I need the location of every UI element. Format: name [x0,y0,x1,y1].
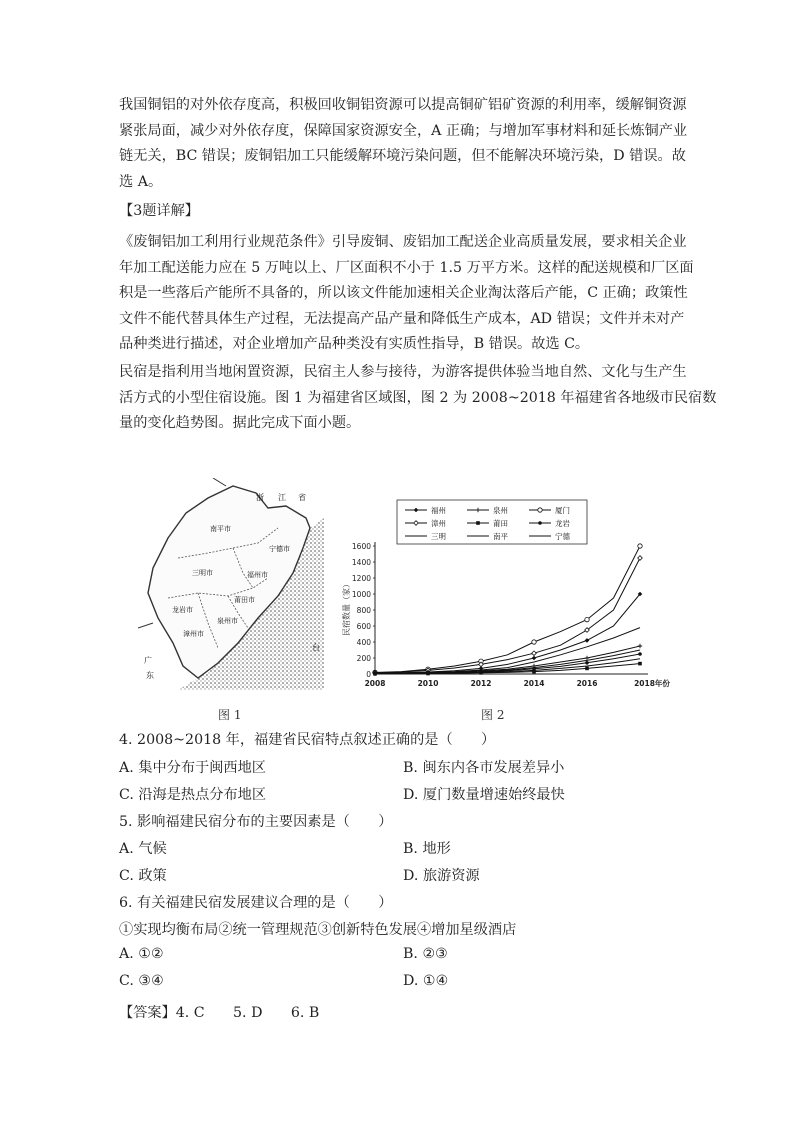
text-line: 《废铜铝加工利用行业规范条件》引导废铜、废铝加工配送企业高质量发展，要求相关企业 [119,234,687,250]
homestay-trend-chart [335,498,675,698]
text-line: 紧张局面，减少对外依存度，保障国家资源安全，A 正确；与增加军事材料和延长炼铜产业 [119,122,688,139]
map-label: 浙 [256,493,264,502]
figure1-caption: 图 1 [218,708,242,722]
map-label: 宁德市 [269,545,290,553]
option-d[interactable]: D. 旅游资源 [403,868,480,884]
legend-marker [538,521,542,525]
y-tick-label: 800 [356,606,371,615]
legend-label: 三明 [431,532,446,541]
data-point [532,651,537,656]
x-tick-label: 2010 [417,679,439,688]
y-tick-label: 1400 [351,558,371,567]
y-tick-label: 200 [356,654,371,663]
section-title: 【3题详解】 [119,203,199,219]
map-label: 东 [146,671,154,680]
x-tick-label: 2014 [523,679,545,688]
data-point [638,644,642,648]
y-tick-label: 1000 [351,590,371,599]
map-label: 泉州市 [217,617,238,625]
data-point [585,617,589,621]
option-d[interactable]: D. ①④ [403,973,449,989]
fujian-map [138,478,328,696]
map-label: 广 [144,656,152,665]
map-label: 福州市 [247,571,268,579]
series-line [375,594,640,673]
option-a[interactable]: A. ①② [119,946,164,962]
data-point [585,638,590,643]
map-label: 漳州市 [183,630,204,638]
text-line: 我国铜铝的对外依存度高，积极回收铜铝资源可以提高铜矿铝矿资源的利用率，缓解铜资源 [119,97,687,113]
legend-label: 宁德 [555,532,570,541]
legend-label: 漳州 [431,519,446,528]
question-statements: ①实现均衡布局②统一管理规范③创新特色发展④增加星级酒店 [119,922,517,938]
detail-paragraph [119,230,694,358]
data-point [532,670,536,674]
series-line [375,546,640,672]
legend-marker [538,508,542,512]
data-point [426,672,430,676]
text-line: 品种类进行描述，对企业增加产品种类没有实质性指导，B 错误。故选 C。 [119,336,590,352]
option-c[interactable]: C. 政策 [119,868,167,884]
map-label: 省 [298,493,306,502]
map-label: 莆田市 [234,596,255,604]
y-tick-label: 1200 [351,574,371,583]
option-a[interactable]: A. 气候 [119,841,167,857]
legend-label: 福州 [431,506,446,515]
option-a[interactable]: A. 集中分布于闽西地区 [119,760,266,776]
option-c[interactable]: C. 沿海是热点分布地区 [119,787,267,803]
x-tick-label: 2012 [470,679,492,688]
intro-paragraph [119,360,717,437]
figure2-caption: 图 2 [481,708,505,722]
data-point [532,640,536,644]
map-label: 龙岩市 [172,606,193,614]
data-point [479,671,483,675]
map-label: 南平市 [210,525,231,533]
map-label: 江 [278,493,286,502]
x-tick-label: 2008 [364,679,386,688]
x-tick-label: 2016 [576,679,598,688]
y-tick-label: 0 [366,670,371,679]
text-line: 年加工配送能力应在 5 万吨以上、厂区面积不小于 1.5 万平方米。这样的配送规模和厂区面 [119,259,694,276]
data-point [532,656,537,661]
explanation-paragraph [119,93,688,195]
legend-label: 厦门 [555,506,570,515]
text-line: 活方式的小型住宿设施。图 1 为福建省区域图，图 2 为 2008~2018 年福建省各地级市民宿数 [119,389,717,406]
data-point [585,667,589,671]
map-label: 三明市 [192,569,213,577]
series-line [375,628,640,674]
text-line: 选 A。 [119,173,163,190]
option-b[interactable]: B. ②③ [403,946,448,962]
option-d[interactable]: D. 厦门数量增速始终最快 [403,787,565,803]
x-tick-label: 2018年份 [634,679,670,688]
legend-label: 南平 [493,532,508,541]
data-point [638,544,642,548]
text-line: 积是一些落后产能所不具备的，所以该文件能加速相关企业淘汰落后产能，C 正确；政策性 [119,285,688,301]
y-tick-label: 600 [356,622,371,631]
text-line: 文件不能代替具体生产过程，无法提高产品产量和降低生产成本，AD 错误；文件并未对产 [119,310,685,327]
legend-marker [476,521,480,525]
option-b[interactable]: B. 闽东内各市发展差异小 [403,760,565,776]
data-point [585,656,589,660]
text-line: 民宿是指利用当地闲置资源，民宿主人参与接待，为游客提供体验当地自然、文化与生产生 [119,364,687,380]
answer-line: 【答案】4. C 5. D 6. B [119,1005,320,1021]
data-point [638,556,643,561]
data-point [585,661,589,665]
data-point [373,672,377,676]
question-stem: 4. 2008~2018 年，福建省民宿特点叙述正确的是（ ） [119,732,496,748]
legend-label: 泉州 [493,506,508,515]
question-stem: 6. 有关福建民宿发展建议合理的是（ ） [119,895,393,911]
y-tick-label: 1600 [351,542,371,551]
legend-label: 龙岩 [555,519,570,528]
y-tick-label: 400 [356,638,371,647]
text-line: 链无关，BC 错误；废铜铝加工只能缓解环境污染问题，但不能解决环境污染，D 错误。故 [119,148,686,164]
data-point [638,652,642,656]
data-point [638,662,642,666]
question-stem: 5. 影响福建民宿分布的主要因素是（ ） [119,814,393,830]
map-label: 台 [312,643,320,652]
chart-ylabel: 民宿数量（家） [342,580,351,636]
option-b[interactable]: B. 地形 [403,841,451,857]
option-c[interactable]: C. ③④ [119,973,164,989]
legend-label: 莆田 [493,519,508,528]
text-line: 量的变化趋势图。据此完成下面小题。 [119,415,361,431]
